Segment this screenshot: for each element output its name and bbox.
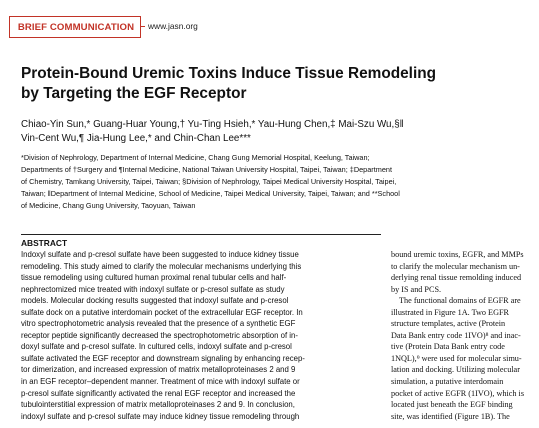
body-line: tive (Protein Data Bank entry code <box>391 342 505 352</box>
abstract-divider <box>21 234 381 235</box>
body-line: site, was identified (Figure 1B). The <box>391 411 510 421</box>
body-line: simulation, a putative interdomain <box>391 377 504 387</box>
abstract-line: tissue remodeling using cultured human proximal renal tubular cells and half- <box>21 273 287 283</box>
body-line: structure templates, active (Protein <box>391 319 506 329</box>
author-line: Chiao-Yin Sun,* Guang-Huar Young,† Yu-Ting Hsieh,* Yau-Hung Chen,‡ Mai-Szu Wu,§‖ <box>21 119 404 130</box>
journal-url[interactable]: www.jasn.org <box>148 21 198 31</box>
body-line: derlying renal tissue remolding induced <box>391 273 522 283</box>
abstract-line: tubulointerstitial expression of matrix metalloproteinases 2 and 9. In conclusion, <box>21 400 295 410</box>
abstract-line: sulfate dock on a putative interdomain pocket of the extracellular EGF receptor. In <box>21 307 303 317</box>
abstract-heading: ABSTRACT <box>21 238 68 248</box>
body-line: illustrated in Figure 1A. Two EGFR <box>391 307 509 317</box>
body-line: Data Bank entry code 1IVO)⁸ and inac- <box>391 330 521 340</box>
abstract-body <box>21 249 383 422</box>
article-title <box>21 64 531 104</box>
body-line: lation and docking. Utilizing molecular <box>391 365 520 375</box>
body-line: 1NQL),⁹ were used for molecular simu- <box>391 353 522 363</box>
abstract-line: remodeling. This study aimed to clarify the molecular mechanisms underlying this <box>21 261 302 271</box>
affiliation-line: *Division of Nephrology, Department of Internal Medicine, Chang Gung Memorial Hospital, Keelung, Taiwan; <box>21 153 370 162</box>
abstract-line: indoxyl sulfate and p-cresol sulfate may induce kidney tissue remodeling through <box>21 411 300 421</box>
section-badge <box>9 16 141 38</box>
abstract-line: sulfate activated the EGF receptor and downstream signaling by enhancing recep- <box>21 353 305 363</box>
title-line: Protein-Bound Uremic Toxins Induce Tissue Remodeling <box>21 65 437 82</box>
affiliation-line: Departments of †Surgery and ¶Internal Medicine, National Taiwan University Hospital, Taipei, Taiwan; ‡Department <box>21 164 392 174</box>
header-rule <box>141 26 145 27</box>
body-line: by IS and PCS. <box>391 284 442 294</box>
body-line: bound uremic toxins, EGFR, and MMPs <box>391 250 524 259</box>
body-line: The functional domains of EGFR are <box>391 296 521 306</box>
author-list <box>21 118 531 146</box>
affiliation-line: Taiwan; ‖Department of Internal Medicine, School of Medicine, Taipei Medical University, Taipei, Taiwan; and **School <box>21 188 400 198</box>
abstract-line: in an EGF receptor–dependent manner. Treatment of mice with indoxyl sulfate or <box>21 377 300 387</box>
abstract-line: vitro spectrophotometric analysis revealed that the presence of a synthetic EGF <box>21 319 296 329</box>
affiliations <box>21 152 526 212</box>
abstract-line: doxyl sulfate and p-cresol sulfate. In cultured cells, indoxyl sulfate and p-cresol <box>21 342 292 352</box>
author-line: Vin-Cent Wu,¶ Jia-Hung Lee,* and Chin-Chan Lee*** <box>21 133 251 144</box>
abstract-line: models. Molecular docking results suggested that indoxyl sulfate and p-cresol <box>21 296 289 306</box>
abstract-line: receptor peptide significantly decreased the spectrophotometric absorption of in- <box>21 330 298 340</box>
body-line: pocket of active EGFR (1IVO), which is <box>391 388 525 398</box>
affiliation-line: of Medicine, Chang Gung University, Taoyuan, Taiwan <box>21 200 196 210</box>
body-line: located just beneath the EGF binding <box>391 400 513 410</box>
abstract-line: nephrectomized mice treated with indoxyl sulfate or p-cresol sulfate as study <box>21 284 285 294</box>
abstract-line: p-cresol sulfate significantly activated the renal EGF receptor and increased the <box>21 388 296 398</box>
page-header <box>0 16 539 38</box>
abstract-line: tor dimerization, and increased expression of matrix metalloproteinases 2 and 9 <box>21 365 296 375</box>
section-label: BRIEF COMMUNICATION <box>17 22 135 33</box>
body-line: to clarify the molecular mechanism un- <box>391 261 520 271</box>
abstract-line: Indoxyl sulfate and p-cresol sulfate have been suggested to induce kidney tissue <box>21 250 299 259</box>
title-line: by Targeting the EGF Receptor <box>21 85 247 102</box>
affiliation-line: of Chemistry, Tamkang University, Taipei, Taiwan; §Division of Nephrology, Taipei Medical University Hospital, Taipei, <box>21 176 397 186</box>
body-text-column <box>391 249 531 422</box>
